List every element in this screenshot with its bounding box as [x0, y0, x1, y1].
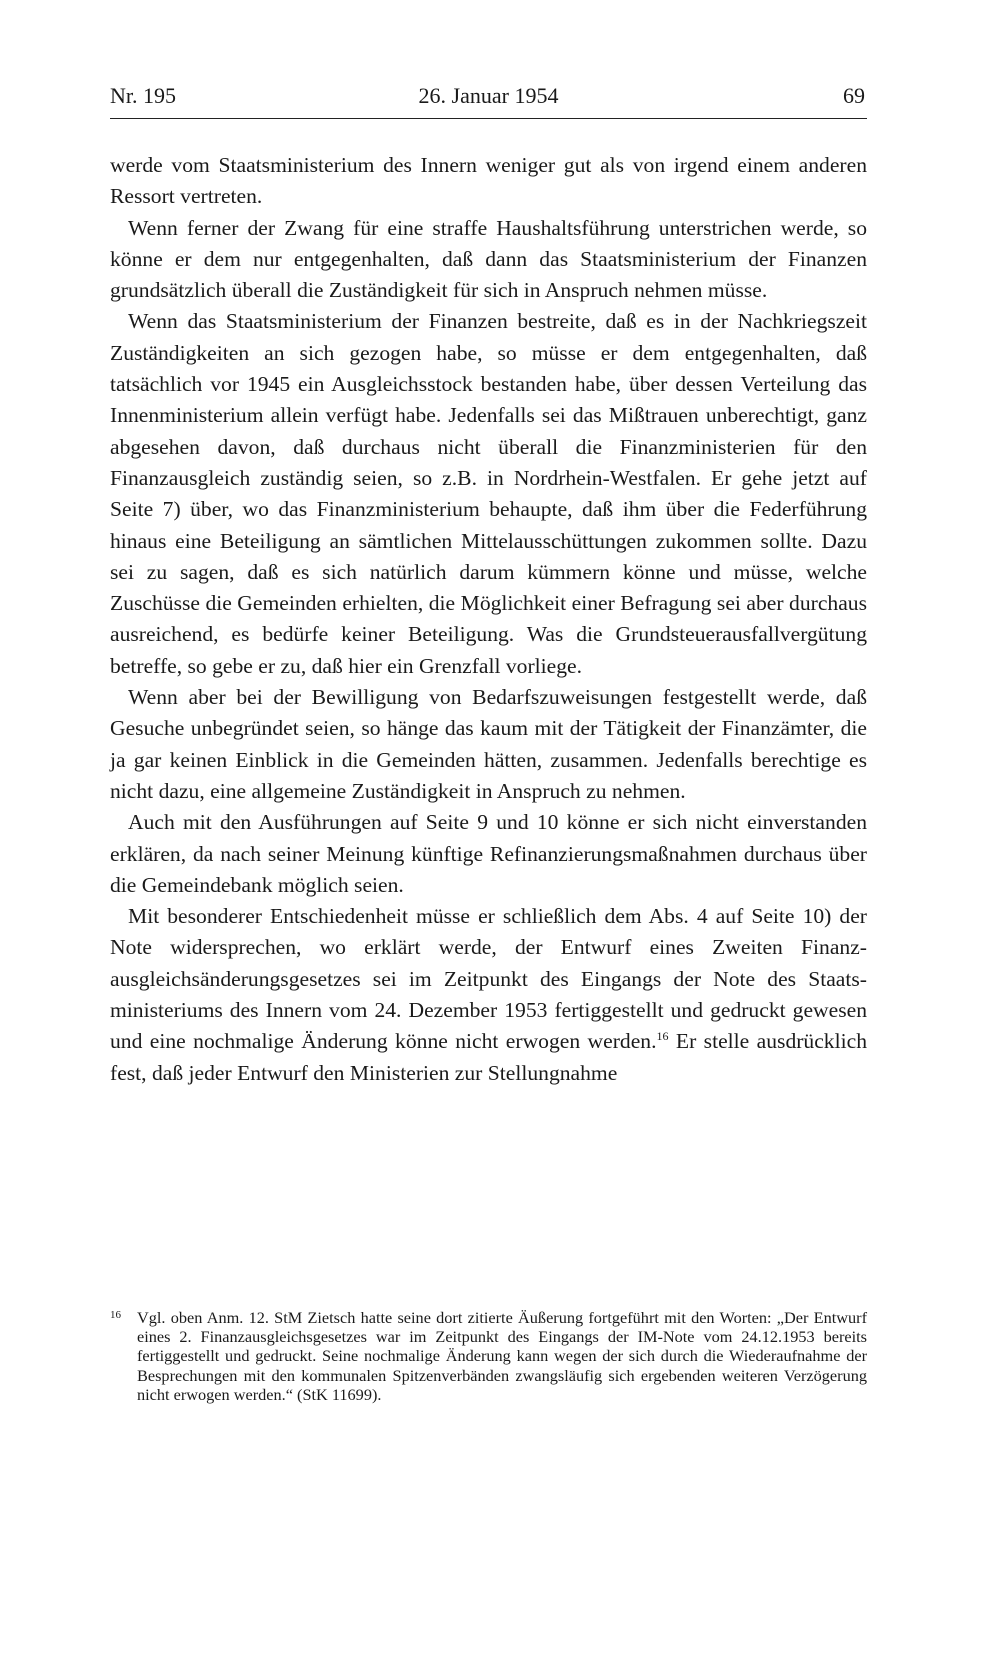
running-header — [110, 84, 867, 118]
footnote-reference[interactable]: 16 — [656, 1029, 669, 1044]
paragraph — [110, 901, 867, 1089]
footnote — [110, 1308, 867, 1404]
paragraph: Wenn ferner der Zwang für eine straffe Haushaltsführung unterstrichen werde, so könne er dem nur entgegenhalten, daß dann das Staatsministerium der Finanzen grundsätzlich überall die Zuständigkeit für sich in Anspruch nehmen müsse. — [110, 215, 867, 303]
body-text — [110, 150, 867, 1089]
header-date: 26. Januar 1954 — [418, 83, 559, 108]
paragraph: Wenn das Staatsministerium der Finanzen bestreite, daß es in der Nachkriegszeit Zuständigkeiten an sich gezogen habe, so müsse er dem entgegenhalten, daß tatsächlich vor 1945 ein Ausgleichsstock bestanden habe, über dessen Verteilung das Innenministerium allein verfügt habe. Jedenfalls sei das Mißtrauen unberechtigt, ganz abgesehen davon, daß durchaus nicht überall die Finanzministerien für den Finanzausgleich zuständig seien, so z.B. in Nordrhein-Westfalen. Er gehe jetzt auf Seite 7) über, wo das Finanzministerium behaupte, daß ihm über die Federführung hinaus eine Beteiligung an sämtlichen Mittelausschüttungen zukommen sollte. Dazu sei zu sagen, daß es sich natürlich darum kümmern könne und müsse, welche Zuschüsse die Gemeinden erhielten, die Möglichkeit einer Befragung sei aber durchaus ausreichend, es bedürfe keiner Beteiligung. Was die Grundsteuerausfallvergütung betreffe, so gebe er zu, daß hier ein Grenzfall vorliege. — [110, 309, 867, 678]
paragraph-text: Mit besonderer Entschiedenheit müsse er schließlich dem Abs. 4 auf Seite 10) der Note widersprechen, wo erklärt werde, der Entwurf eines Zweiten Finanzausgleichsänderungsgesetzes sei im Zeitpunkt des Eingangs der Note des Staatsministeriums des Innern vom 24. Dezember 1953 fertiggestellt und gedruckt gewesen und eine nochmalige Änderung könne nicht erwogen werden. — [110, 904, 867, 1054]
header-rule — [110, 118, 867, 119]
paragraph-text: Er stelle ausdrücklich fest, daß jeder Entwurf den Ministerien zur Stellungnahme — [110, 1029, 867, 1085]
page-number: 69 — [843, 83, 865, 108]
paragraph: Wenn aber bei der Bewilligung von Bedarfszuweisungen festgestellt werde, daß Gesuche unbegründet seien, so hänge das kaum mit der Tätigkeit der Finanzämter, die ja gar keinen Einblick in die Gemeinden hätten, zusammen. Jedenfalls berechtige es nicht dazu, eine allgemeine Zuständigkeit in Anspruch zu nehmen. — [110, 685, 867, 803]
document-number: Nr. 195 — [110, 83, 176, 108]
footnote-text: Vgl. oben Anm. 12. StM Zietsch hatte seine dort zitierte Äußerung fortgeführt mit den Worten: „Der Entwurf eines 2. Finanzausgleichsgesetzes war im Zeitpunkt des Eingangs der IM-Note vom 24.12.1953 bereits fertiggestellt und gedruckt. Seine nochmalige Änderung kann wegen der sich durch die Wiederaufnahme der Besprechungen mit den kommunalen Spitzenverbänden zwangsläufig sich ergebenden weiteren Verzögerung nicht erwogen werden.“ (StK 11699). — [137, 1308, 867, 1404]
footnote-number: 16 — [110, 1309, 121, 1321]
paragraph: werde vom Staatsministerium des Innern weniger gut als von irgend einem anderen Ressort vertreten. — [110, 153, 867, 209]
footnotes — [110, 1308, 867, 1404]
paragraph: Auch mit den Ausführungen auf Seite 9 und 10 könne er sich nicht einverstanden erklären, da nach seiner Meinung künftige Refinanzierungsmaßnahmen durchaus über die Gemeindebank möglich seien. — [110, 810, 867, 897]
